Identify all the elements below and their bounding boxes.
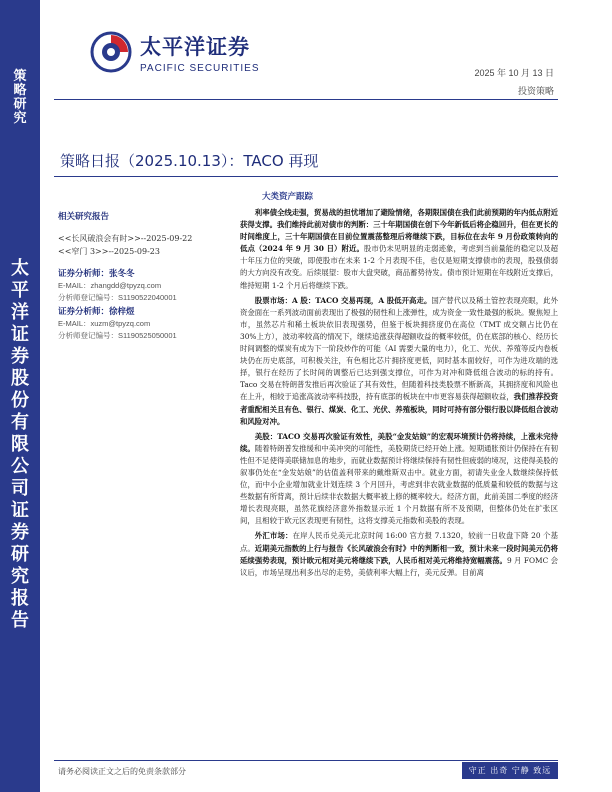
analyst-block <box>58 268 228 304</box>
bold-text: 美股：TACO 交易再次验证有效性，美股“金发姑娘”的宏观环境预计仍将持续，上涨未完待续。 <box>240 431 558 453</box>
bold-text: 近期美元指数的上行与报告《长风破浪会有时》中的判断相一致，预计未来一段时间美元仍将延续强势表现，预计欧元相对美元将继续下跌，人民币相对美元将维持宽幅震荡。 <box>240 543 558 565</box>
bold-text: 利率债全线走强，贸易战的担忧增加了避险情绪，各期限国债在我们此前预期的年内低点附近获得支撑。我们维持此前对债市的判断：三十年期国债在创下今年新低后将企稳回升，但在更长的时间维度上，三十年期国债在目前位置震荡整理后将继续下跌，目标位在去年 9 月份政策转向的低点（2024 年 9 月 30 日）附近。 <box>240 208 558 254</box>
report-date: 2025 年 10 月 13 日 <box>474 68 554 78</box>
logo-mark-icon <box>90 31 132 73</box>
related-item[interactable]: <<窄门 3>>--2025-09-23 <box>58 247 160 256</box>
analyst-cert: 分析师登记编号：S1190522040001 <box>58 293 177 302</box>
body-text: 国产替代以及稀土管控表现亮眼，此外资金面在一系列波动面前表现出了极强的韧性和上涨弹性，成为资金一致性最强的板块。聚焦短上市，虽然芯片和稀土板块依旧表现强势，但鉴于板块拥挤度仍在高位（TMT 成交额占比仍在 30%上方），波动率较高的情况下，继续追涨获得超额收益的概率较低，仍在底部的核心、经历长时间调整的煤炭有成为下一阶段炒作的可能（AI 需要大量的电力），化工、光伏、养殖等反内卷板块仍在历史底部，可积极关注，有色相比芯片拥挤度更低，同时基本面较好，可作为进攻端的选择，银行在经历了长时间的调整后已达到强支撑位，可作为对冲和降低组合波动的标的持有。Taco 交易在特朗普发推后再次验证了其有效性，但随着科技类股票不断新高，其拥挤度和风险也在上升，相较于追涨高波动率科技股，持有底部的板块在中市更容易获得超额收益， <box>240 295 558 402</box>
body-text: 9 月 FOMC 会议后，市场呈现出利多出尽的走势，美债利率大幅上行，美元反弹。目前离 <box>240 555 558 577</box>
paragraph-equity <box>240 295 558 428</box>
company-logo <box>90 28 260 76</box>
analyst-email[interactable]: E-MAIL：xuzm@tpyzq.com <box>58 319 151 328</box>
left-column <box>58 210 228 342</box>
paragraph-bonds <box>240 207 558 292</box>
main-body <box>240 207 558 582</box>
bold-text: 股票市场：A 股：TACO 交易再现，A 股低开高走。 <box>254 295 432 305</box>
footer-slogan: 守正 出奇 宁静 致远 <box>462 762 558 779</box>
report-type: 投资策略 <box>517 86 554 96</box>
analyst-cert: 分析师登记编号：S1190525050001 <box>58 331 177 340</box>
analyst-name: 证券分析师：张冬冬 <box>58 269 135 279</box>
body-text: 股市仍未见明显的走弱迹象，考虑到当前量能的稳定以及超十年压力位的突破，即使股市在未来 1-2 个月表现不佳，也仅是短期支撑债市的表现，股强债弱的大方向没有改变。后续展望：股市大盘突破，商品蓄势待发。债市预计短期在年线附近支撑后，维持短期 1-2 个月后将继续下跌。 <box>240 244 558 290</box>
analyst-block <box>58 306 228 342</box>
footer-disclaimer: 请务必阅读正文之后的免责条款部分 <box>58 767 186 776</box>
analyst-email[interactable]: E-MAIL：zhangdd@tpyzq.com <box>58 281 162 290</box>
sidebar <box>0 0 40 792</box>
section-label: 大类资产跟踪 <box>262 192 314 202</box>
paragraph-us-stocks <box>240 431 558 528</box>
sidebar-category: 策略研究 <box>13 69 27 126</box>
sidebar-company: 太平洋证券股份有限公司证券研究报告 <box>11 258 29 631</box>
report-title: 策略日报（2025.10.13）：TACO 再现 <box>60 152 319 170</box>
related-heading: 相关研究报告 <box>58 212 110 222</box>
paragraph-fx <box>240 530 558 578</box>
analyst-name: 证券分析师：徐梓煜 <box>58 307 135 317</box>
footer-divider <box>54 760 558 761</box>
body-text: 在岸人民币兑美元北京时间 16:00 官方报 7.1320，较前一日收盘下降 20 个基点。 <box>240 531 558 553</box>
logo-name-en: PACIFIC SECURITIES <box>140 62 260 74</box>
related-item[interactable]: <<长风破浪会有时>>--2025-09-22 <box>58 234 193 243</box>
header-divider <box>54 99 558 100</box>
logo-name-cn: 太平洋证券 <box>140 34 250 59</box>
title-divider <box>54 176 558 177</box>
body-text: 随着特朗普发推缓和中美冲突的可能性，美股期货已经开始上涨。短期通胀预计仍保持在有韧性但不足使得美联储加息的地步，而就业数据预计将继续保持有韧性但疲弱的境况，这使得美股的叙事仍处在“金发姑娘”的估值盖利带来的戴维斯双击中。就业方面，初请失业金人数继续保持低位，而中小企业增加就业计划连续 3 个月回升，考虑到非农就业数据的低质量和较低的数据与这些数据有所背离，预计后续非农数据大概率被上修的概率较大。经济方面，此前美国二季度的经济增长表现亮眼，虽然花旗经济意外指数显示近 1 个月数据有所不及预期，但整体仍处在扩张区间，且相较于欧元区表现更有韧性，这将支撑美元指数和美股的表现。 <box>240 443 558 526</box>
bold-text: 我们推荐投资者重配相关且有色、银行、煤炭、化工、光伏、养殖板块，同时可持有部分银行股以降低组合波动和风险对冲。 <box>240 392 558 426</box>
bold-text: 外汇市场： <box>254 531 293 541</box>
